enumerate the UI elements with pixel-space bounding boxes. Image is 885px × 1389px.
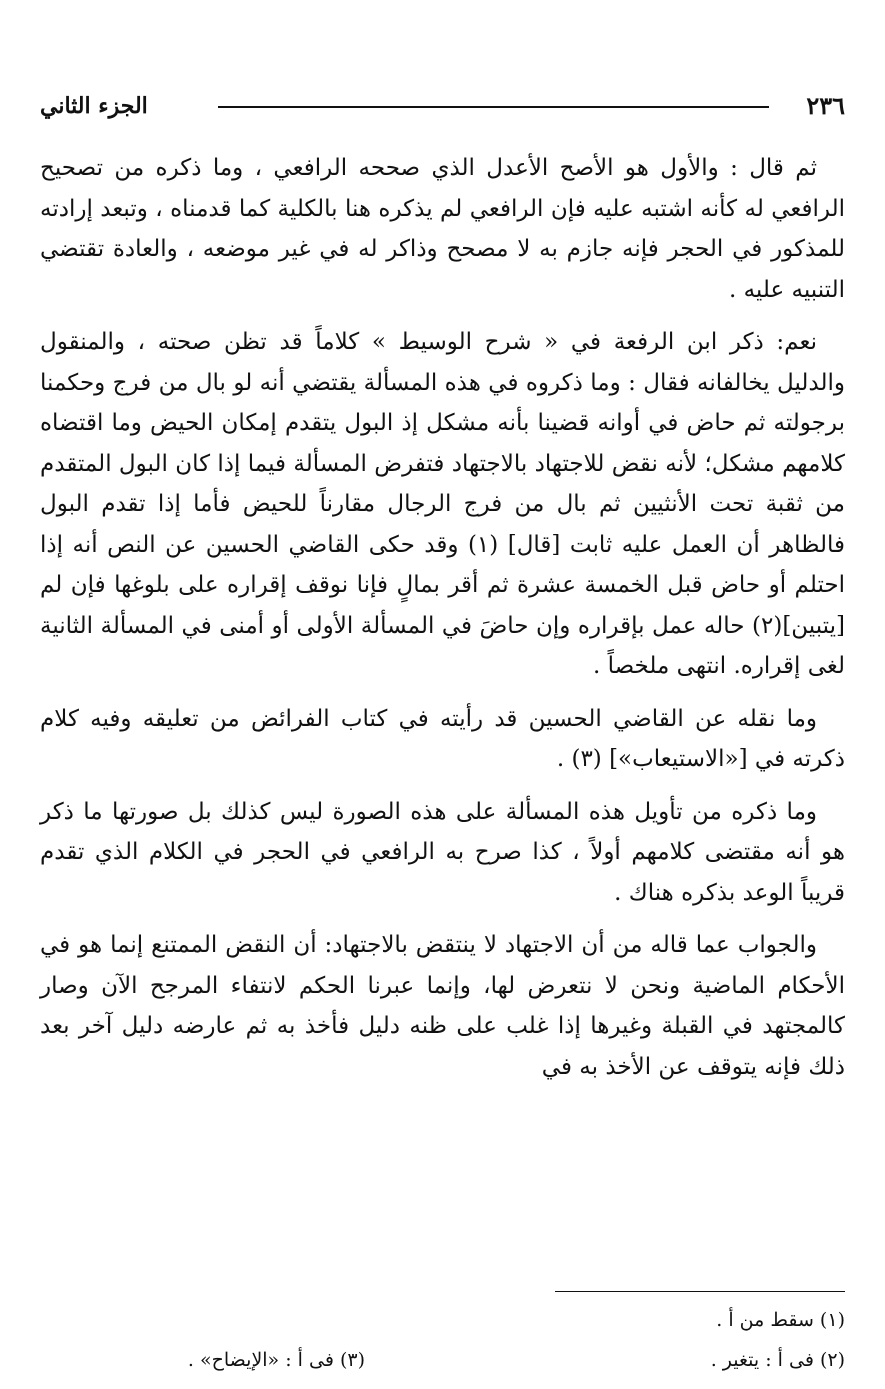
footnote-1: (١) سقط من أ .: [716, 1309, 845, 1331]
paragraph: وما نقله عن القاضي الحسين قد رأيته في كتاب الفرائض من تعليقه وفيه كلام ذكرته في [«الاستيعاب»] (٣) .: [40, 705, 845, 772]
paragraph: والجواب عما قاله من أن الاجتهاد لا ينتقض بالاجتهاد: أن النقض الممتنع إنما هو في الأحكام الماضية ونحن لا نتعرض لها، وإنما عبرنا الحكم لانتفاء المرجح الآن وصار كالمجتهد في القبلة وغيرها إذا غلب على ظنه دليل فأخذ به ثم عارضه دليل آخر بعد ذلك فإنه يتوقف عن الأخذ به في: [40, 932, 845, 1080]
header-rule: [218, 106, 769, 108]
footnote-row: [40, 1340, 845, 1380]
paragraph: ثم قال : والأول هو الأصح الأعدل الذي صححه الرافعي ، وما ذكره من تصحيح الرافعي له كأنه اشتبه عليه فإن الرافعي لم يذكره هنا بالكلية كما قدمناه ، وتبعد إرادته للمذكور في الحجر فإنه جازم به لا مصحح وذاكر له في غير موضعه ، والعادة تقتضي التنبيه عليه .: [40, 155, 845, 303]
running-title: الجزء الثاني: [40, 93, 148, 119]
main-text: [40, 148, 845, 1099]
paragraph: نعم: ذكر ابن الرفعة في « شرح الوسيط » كلاماً قد تظن صحته ، والمنقول والدليل يخالفانه فقال : وما ذكروه في هذه المسألة يقتضي أنه لو بال من فرج وحكمنا برجولته ثم حاض في أوانه قضينا بأنه مشكل إذ البول يتقدم إمكان الحيض وما اقتضاه كلامهم مشكل؛ لأنه نقض للاجتهاد بالاجتهاد فتفرض المسألة فيما إذا كان البول المتقدم من ثقبة تحت الأنثيين ثم بال من فرج الرجال مقارناً للحيض فأما إذا تقدم البول فالظاهر أن العمل عليه ثابت [قال] (١) وقد حكى القاضي الحسين عن النص أنه إذا احتلم أو حاض قبل الخمسة عشرة ثم أقر بمالٍ فإنا نوقف إقراره على بلوغها فإن لم [يتبين](٢) حاله عمل بإقراره وإن حاضَ في المسألة الأولى أو أمنى في المسألة الثانية لغى إقراره. انتهى ملخصاً .: [40, 329, 845, 679]
paragraph: وما ذكره من تأويل هذه المسألة على هذه الصورة ليس كذلك بل صورتها ما ذكر هو أنه مقتضى كلامهم أولاً ، كذا صرح به الرافعي في الحجر في الكلام الذي تقدم قريباً الوعد بذكره هناك .: [40, 798, 845, 906]
page-header: [40, 86, 845, 126]
footnote-rule: [555, 1291, 845, 1292]
footnote-row: [40, 1300, 845, 1340]
footnote-3: (٣) فى أ : «الإيضاح» .: [187, 1349, 365, 1371]
footnotes: [40, 1300, 845, 1380]
footnote-2: (٢) فى أ : يتغير .: [710, 1349, 845, 1371]
page-number: ٢٣٦: [806, 91, 845, 120]
